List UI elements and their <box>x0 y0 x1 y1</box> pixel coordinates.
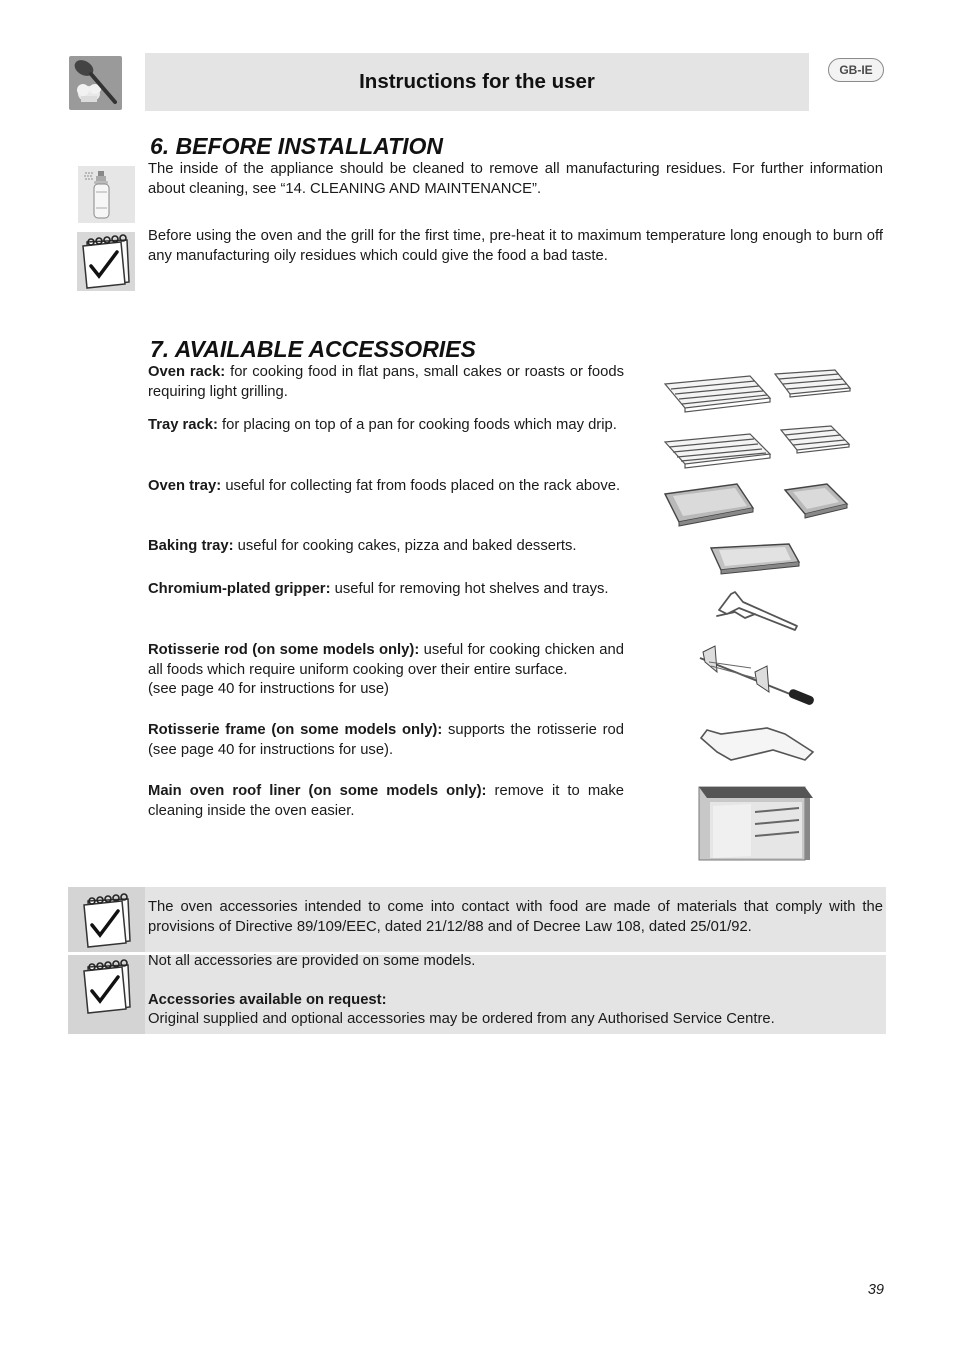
accessory-oven-tray <box>148 477 624 497</box>
note-box-availability <box>145 955 886 1034</box>
oven-tray-large-icon <box>665 484 753 526</box>
accessory-rotisserie-frame <box>148 721 624 760</box>
accessory-note: (see page 40 for instructions for use) <box>148 681 389 697</box>
tray-rack-small-icon <box>781 426 849 453</box>
accessory-description: for cooking food in flat pans, small cakes or roasts or foods requiring light grilling. <box>148 364 624 400</box>
accessory-label: Rotisserie frame (on some models only): <box>148 722 443 738</box>
accessory-label: Baking tray: <box>148 538 234 554</box>
accessory-description: for placing on top of a pan for cooking foods which may drip. <box>217 417 617 433</box>
accessory-description: useful for collecting fat from foods placed on the rack above. <box>221 478 621 494</box>
note-materials-text: The oven accessories intended to come into contact with food are made of materials that comply with the provisions of Directive 89/109/EEC, dated 21/12/88 and of Decree Law 108, dated 25/01/92. <box>148 899 883 935</box>
tray-rack-large-icon <box>665 434 770 468</box>
note-availability-heading: Accessories available on request: <box>148 992 387 1008</box>
accessory-label: Rotisserie rod (on some models only): <box>148 642 420 658</box>
spray-bottle-icon <box>78 166 135 223</box>
oven-tray-small-icon <box>785 484 847 518</box>
accessories-illustrations <box>655 362 860 867</box>
baking-tray-icon <box>711 544 799 574</box>
accessory-description: useful for cooking cakes, pizza and baked desserts. <box>233 538 577 554</box>
accessory-tray-rack <box>148 416 624 436</box>
language-badge: GB-IE <box>828 58 884 82</box>
oven-rack-large-icon <box>665 376 770 412</box>
oven-rack-small-icon <box>775 370 850 397</box>
accessory-rotisserie-rod <box>148 641 624 700</box>
page-title: Instructions for the user <box>359 70 595 93</box>
page-number: 39 <box>867 1282 884 1298</box>
accessory-label: Oven tray: <box>148 478 222 494</box>
accessory-description: remove it to make cleaning inside the oven easier. <box>148 783 624 819</box>
accessory-gripper <box>148 580 624 600</box>
note-availability-line1: Not all accessories are provided on some models. <box>148 953 476 969</box>
accessory-roof-liner <box>148 782 624 821</box>
gripper-icon <box>717 592 797 630</box>
notepad-check-icon <box>68 887 145 952</box>
accessory-label: Chromium-plated gripper: <box>148 581 331 597</box>
note-box-materials <box>145 887 886 952</box>
accessory-description: useful for removing hot shelves and trays. <box>330 581 609 597</box>
notepad-check-icon <box>77 232 135 291</box>
accessory-description: useful for cooking chicken and all foods which require uniform cooking over their entire surface. <box>148 642 624 678</box>
section-title-available-accessories: 7. AVAILABLE ACCESSORIES <box>150 336 476 362</box>
accessory-label: Main oven roof liner (on some models only): <box>148 783 487 799</box>
accessory-label: Tray rack: <box>148 417 218 433</box>
before-installation-paragraph-2: Before using the oven and the grill for the first time, pre-heat it to maximum temperature long enough to burn off any manufacturing oily residues which could give the food a bad taste. <box>148 228 883 264</box>
accessory-oven-rack <box>148 363 624 402</box>
spoon-and-chef-hat-icon <box>69 56 122 110</box>
accessory-baking-tray <box>148 537 624 557</box>
rotisserie-rod-icon <box>700 646 815 706</box>
accessory-description: supports the rotisserie rod (see page 40 for instructions for use). <box>148 722 624 758</box>
header-bar <box>145 53 809 111</box>
rotisserie-frame-icon <box>701 728 813 760</box>
notepad-check-icon <box>68 955 145 1034</box>
section-title-before-installation: 6. BEFORE INSTALLATION <box>150 133 444 159</box>
note-availability-line2: Original supplied and optional accessories may be ordered from any Authorised Service Centre. <box>148 1011 775 1027</box>
roof-liner-icon <box>699 787 813 860</box>
accessory-label: Oven rack: <box>148 364 226 380</box>
before-installation-paragraph-1: The inside of the appliance should be cleaned to remove all manufacturing residues. For further information about cleaning, see “14. CLEANING AND MAINTENANCE”. <box>148 161 883 197</box>
